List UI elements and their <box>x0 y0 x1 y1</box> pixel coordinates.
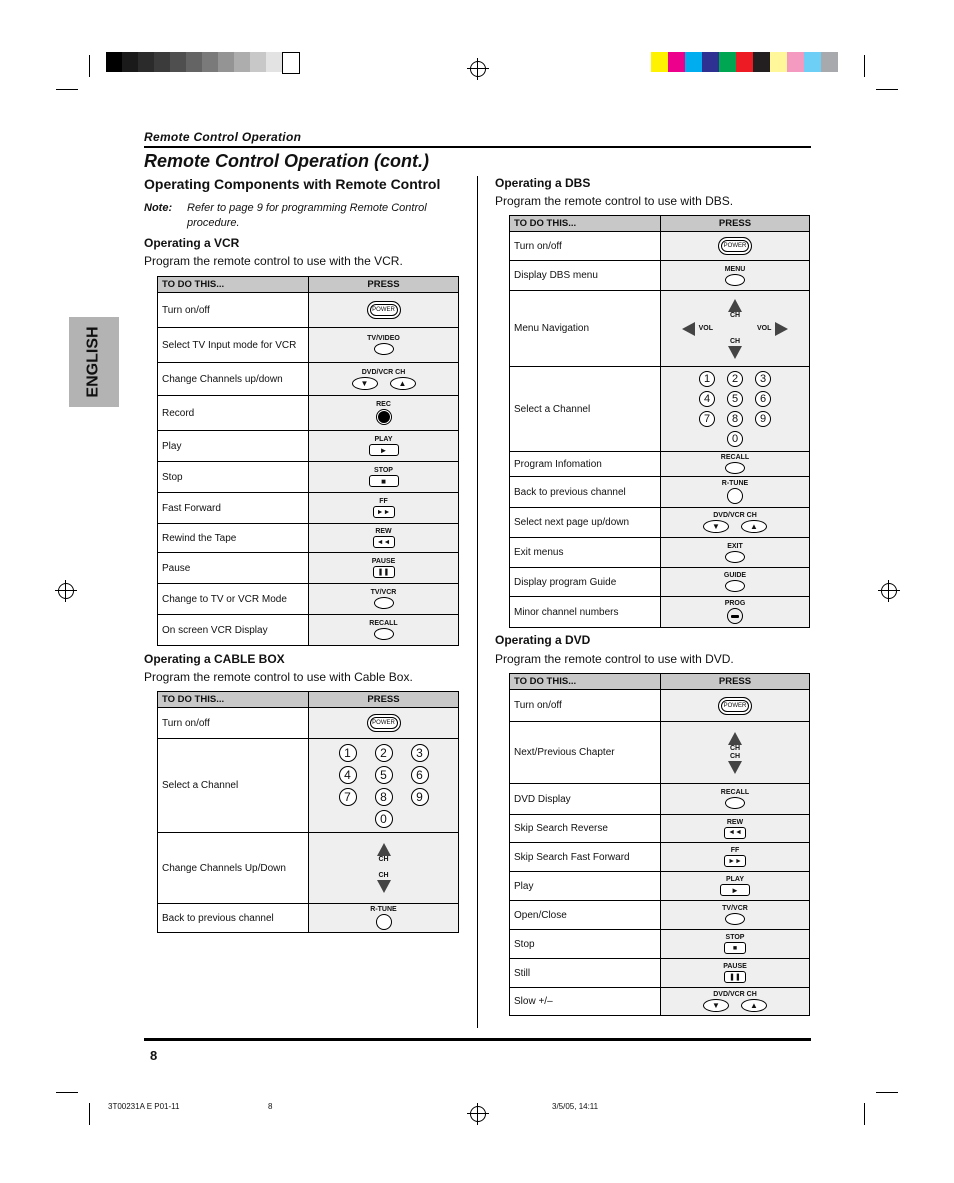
ch-down-arrow-icon[interactable] <box>728 761 742 774</box>
digit-button[interactable]: 5 <box>375 766 393 784</box>
registration-swatch <box>685 52 702 72</box>
recall-button[interactable] <box>374 628 394 640</box>
table-row: Skip Search Fast Forward <box>510 843 661 872</box>
r-tune-label: R-TUNE <box>721 480 749 487</box>
table-row: Turn on/off <box>158 708 309 739</box>
registration-swatch <box>668 52 685 72</box>
registration-swatch <box>218 52 234 72</box>
stop-button[interactable]: ■ <box>369 475 399 487</box>
pause-label: PAUSE <box>371 558 396 565</box>
col-header-press: PRESS <box>309 277 459 293</box>
registration-swatch <box>250 52 266 72</box>
trim-mark <box>56 89 78 90</box>
ff-button[interactable]: ►► <box>724 855 746 867</box>
guide-label: GUIDE <box>723 572 747 579</box>
ch-down-label: CH <box>378 872 389 879</box>
footer-mid: 8 <box>268 1102 273 1111</box>
ch-down-arrow-icon[interactable] <box>377 880 391 893</box>
digit-button[interactable]: 4 <box>339 766 357 784</box>
digit-button[interactable]: 8 <box>727 411 743 427</box>
section-subtitle: Operating Components with Remote Control <box>144 176 441 192</box>
dvd-vcr-ch-label: DVD/VCR CH <box>361 368 406 376</box>
ff-label: FF <box>379 498 388 505</box>
color-registration-bar <box>651 52 838 72</box>
table-row: Select TV Input mode for VCR <box>158 328 309 363</box>
trim-mark <box>89 1103 90 1125</box>
col-header-todo: TO DO THIS... <box>158 277 309 293</box>
pause-button[interactable]: ❚❚ <box>724 971 746 983</box>
trim-mark <box>876 89 898 90</box>
registration-swatch <box>138 52 154 72</box>
rew-label: REW <box>726 818 744 826</box>
stop-label: STOP <box>725 934 745 941</box>
col-header-todo: TO DO THIS... <box>158 692 309 708</box>
table-row: Slow +/– <box>510 988 661 1016</box>
power-button[interactable] <box>367 301 401 319</box>
table-row: Turn on/off <box>510 232 661 261</box>
digit-button[interactable]: 9 <box>755 411 771 427</box>
header-rule <box>144 146 811 148</box>
ch-up-button[interactable]: ▲ <box>390 377 416 390</box>
table-row: Back to previous channel <box>158 904 309 933</box>
table-row: Rewind the Tape <box>158 524 309 553</box>
registration-swatch <box>821 52 838 72</box>
registration-swatch <box>154 52 170 72</box>
pause-button[interactable]: ❚❚ <box>373 566 395 578</box>
power-label: POWER <box>723 243 747 249</box>
tv-video-button[interactable] <box>374 343 394 355</box>
table-row: Change Channels Up/Down <box>158 833 309 904</box>
trim-mark <box>876 1092 898 1093</box>
menu-button[interactable] <box>725 274 745 286</box>
ch-up-arrow-icon[interactable] <box>728 299 742 312</box>
stop-button[interactable]: ■ <box>724 942 746 954</box>
registration-swatch <box>122 52 138 72</box>
col-header-press: PRESS <box>661 674 810 690</box>
table-row: On screen VCR Display <box>158 615 309 646</box>
trim-mark <box>864 1103 865 1125</box>
r-tune-button[interactable] <box>376 914 392 930</box>
table-row: Next/Previous Chapter <box>510 722 661 784</box>
table-row: DVD Display <box>510 784 661 815</box>
col-header-todo: TO DO THIS... <box>510 674 661 690</box>
digit-button[interactable]: 5 <box>727 391 743 407</box>
ch-down-label: CH <box>729 752 741 760</box>
dbs-heading: Operating a DBS <box>495 176 591 190</box>
registration-crosshair-icon <box>470 1106 486 1122</box>
dvd-table <box>509 673 810 1016</box>
table-row: Display program Guide <box>510 568 661 597</box>
table-row: Open/Close <box>510 901 661 930</box>
ch-down-button[interactable]: ▼ <box>703 520 729 533</box>
language-side-tab <box>69 317 119 407</box>
ch-up-arrow-icon[interactable] <box>377 843 391 856</box>
cable-desc: Program the remote control to use with Cable Box. <box>144 670 413 684</box>
ch-up-label: CH <box>729 311 741 319</box>
play-label: PLAY <box>374 436 393 443</box>
tv-video-label: TV/VIDEO <box>367 335 400 342</box>
cable-table <box>157 691 459 933</box>
note-label: Note: <box>144 202 173 214</box>
exit-label: EXIT <box>727 542 743 550</box>
table-row: Turn on/off <box>510 690 661 722</box>
digit-button[interactable]: 4 <box>699 391 715 407</box>
dvd-vcr-ch-label: DVD/VCR CH <box>713 991 757 998</box>
cable-heading: Operating a CABLE BOX <box>144 652 285 666</box>
table-row: Play <box>158 431 309 462</box>
digit-button[interactable]: 1 <box>699 371 715 387</box>
recall-label: RECALL <box>369 620 398 627</box>
registration-swatch <box>106 52 122 72</box>
table-row: Skip Search Reverse <box>510 815 661 843</box>
table-row: Turn on/off <box>158 293 309 328</box>
guide-button[interactable] <box>725 580 745 592</box>
digit-button[interactable]: 6 <box>411 766 429 784</box>
number-keypad <box>309 742 458 830</box>
table-row: Play <box>510 872 661 901</box>
power-button[interactable] <box>718 237 752 255</box>
play-button[interactable]: ► <box>369 444 399 456</box>
digit-button[interactable]: 8 <box>375 788 393 806</box>
page-title: Remote Control Operation (cont.) <box>144 151 429 171</box>
registration-swatch <box>770 52 787 72</box>
table-row: Program Infomation <box>510 452 661 477</box>
col-header-press: PRESS <box>661 216 810 232</box>
menu-label: MENU <box>724 265 746 273</box>
page-number: 8 <box>150 1048 158 1063</box>
digit-button[interactable]: 1 <box>339 744 357 762</box>
vcr-heading: Operating a VCR <box>144 236 240 250</box>
power-button[interactable] <box>367 714 401 732</box>
note-text: Refer to page 9 for programming Remote Control procedure. <box>187 202 427 229</box>
tv-vcr-button[interactable] <box>725 913 745 925</box>
recall-label: RECALL <box>720 454 750 461</box>
table-row: Stop <box>158 462 309 493</box>
rew-button[interactable]: ◄◄ <box>724 827 746 839</box>
table-row: Change Channels up/down <box>158 363 309 396</box>
table-row: Pause <box>158 553 309 584</box>
table-row: Change to TV or VCR Mode <box>158 584 309 615</box>
table-row: Fast Forward <box>158 493 309 524</box>
recall-button[interactable] <box>725 462 745 474</box>
ch-up-label: CH <box>729 744 741 752</box>
registration-swatch <box>651 52 668 72</box>
trim-mark <box>89 55 90 77</box>
dbs-desc: Program the remote control to use with DBS. <box>495 194 734 208</box>
digit-button[interactable]: 7 <box>339 788 357 806</box>
vol-left-label: VOL <box>698 324 713 332</box>
table-row: Back to previous channel <box>510 477 661 508</box>
digit-button[interactable]: 2 <box>727 371 743 387</box>
table-row: Minor channel numbers <box>510 597 661 628</box>
side-tab-label: ENGLISH <box>85 326 102 398</box>
digit-button[interactable]: 0 <box>727 431 743 447</box>
vol-left-arrow-icon[interactable] <box>682 322 695 336</box>
registration-crosshair-icon <box>470 61 486 77</box>
prog-button[interactable] <box>727 608 743 624</box>
trim-mark <box>864 55 865 77</box>
registration-swatch <box>202 52 218 72</box>
number-keypad <box>661 369 809 449</box>
column-divider <box>477 176 478 1028</box>
dvd-vcr-ch-label: DVD/VCR CH <box>713 512 757 519</box>
registration-swatch <box>186 52 202 72</box>
trim-mark <box>56 1092 78 1093</box>
registration-crosshair-icon <box>881 583 897 599</box>
table-row: Still <box>510 959 661 988</box>
ch-up-label: CH <box>378 856 389 863</box>
footer-code: 3T00231A E P01-11 <box>108 1102 180 1111</box>
vcr-desc: Program the remote control to use with the VCR. <box>144 254 403 268</box>
registration-swatch <box>266 52 282 72</box>
vcr-table <box>157 276 459 646</box>
footer-date: 3/5/05, 14:11 <box>552 1102 599 1111</box>
registration-swatch <box>702 52 719 72</box>
recall-label: RECALL <box>720 789 750 796</box>
dbs-table <box>509 215 810 628</box>
registration-swatch <box>170 52 186 72</box>
registration-swatch <box>753 52 770 72</box>
vol-right-label: VOL <box>757 324 772 332</box>
col-header-press: PRESS <box>309 692 459 708</box>
prog-label: PROG <box>724 600 746 607</box>
power-button[interactable] <box>718 697 752 715</box>
ch-up-button[interactable]: ▲ <box>741 999 767 1012</box>
registration-crosshair-icon <box>58 583 74 599</box>
registration-swatch <box>282 52 300 74</box>
tv-vcr-label: TV/VCR <box>722 905 748 912</box>
ch-down-button[interactable]: ▼ <box>703 999 729 1012</box>
vol-right-arrow-icon[interactable] <box>775 322 788 336</box>
rew-label: REW <box>375 528 392 535</box>
record-icon <box>378 411 390 423</box>
table-row: Exit menus <box>510 538 661 568</box>
ch-down-button[interactable]: ▼ <box>352 377 378 390</box>
registration-swatch <box>736 52 753 72</box>
digit-button[interactable]: 6 <box>755 391 771 407</box>
registration-swatch <box>234 52 250 72</box>
table-row: Display DBS menu <box>510 261 661 291</box>
dvd-desc: Program the remote control to use with DVD. <box>495 652 734 666</box>
digit-button[interactable]: 2 <box>375 744 393 762</box>
table-row: Menu Navigation <box>510 291 661 367</box>
rec-button[interactable] <box>376 409 392 425</box>
ch-down-label: CH <box>729 337 741 345</box>
r-tune-label: R-TUNE <box>370 906 397 913</box>
power-label: POWER <box>723 702 747 709</box>
table-row: Record <box>158 396 309 431</box>
dvd-heading: Operating a DVD <box>495 633 591 647</box>
table-row: Select next page up/down <box>510 508 661 538</box>
power-label: POWER <box>372 720 395 726</box>
registration-swatch <box>719 52 736 72</box>
registration-swatch <box>787 52 804 72</box>
table-row: Select a Channel <box>158 739 309 833</box>
stop-label: STOP <box>374 467 393 474</box>
ch-up-arrow-icon[interactable] <box>728 732 742 745</box>
play-label: PLAY <box>725 876 745 883</box>
digit-button[interactable]: 3 <box>755 371 771 387</box>
r-tune-button[interactable] <box>727 488 743 504</box>
rec-label: REC <box>376 401 391 408</box>
tv-vcr-label: TV/VCR <box>370 589 397 596</box>
registration-swatch <box>804 52 821 72</box>
pause-label: PAUSE <box>723 963 747 970</box>
digit-button[interactable]: 7 <box>699 411 715 427</box>
digit-button[interactable]: 0 <box>375 810 393 828</box>
play-button[interactable]: ► <box>720 884 750 896</box>
ch-up-button[interactable]: ▲ <box>741 520 767 533</box>
digit-button[interactable]: 9 <box>411 788 429 806</box>
power-label: POWER <box>372 307 395 313</box>
table-row: Stop <box>510 930 661 959</box>
section-caps-header: Remote Control Operation <box>144 130 302 144</box>
digit-button[interactable]: 3 <box>411 744 429 762</box>
footer-rule <box>144 1038 811 1041</box>
col-header-todo: TO DO THIS... <box>510 216 661 232</box>
rew-button[interactable]: ◄◄ <box>373 536 395 548</box>
table-row: Select a Channel <box>510 367 661 452</box>
gray-registration-bar <box>106 52 300 72</box>
exit-button[interactable] <box>725 551 745 563</box>
ff-label: FF <box>730 847 740 854</box>
tv-vcr-button[interactable] <box>374 597 394 609</box>
ff-button[interactable]: ►► <box>373 506 395 518</box>
recall-button[interactable] <box>725 797 745 809</box>
ch-down-arrow-icon[interactable] <box>728 346 742 359</box>
